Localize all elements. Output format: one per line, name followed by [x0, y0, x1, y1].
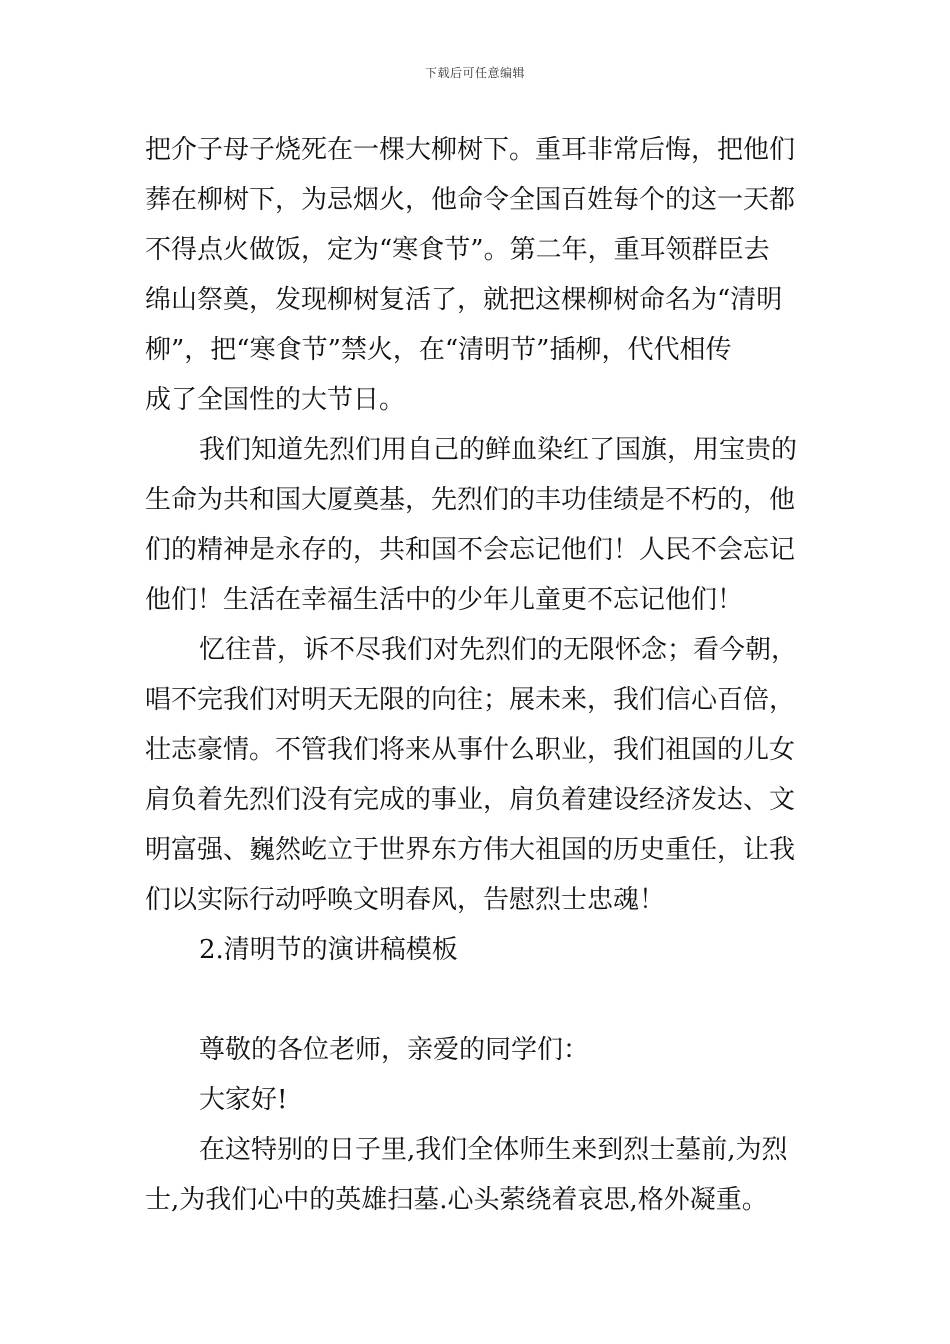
paragraph-start-line: 我们知道先烈们用自己的鲜血染红了国旗，用宝贵的	[199, 435, 798, 465]
page-header: 下载后可任意编辑	[424, 66, 525, 80]
text-line: 柳”，把“寒食节”禁火，在“清明节”插柳，代代相传	[145, 335, 732, 365]
text-line: 们以实际行动呼唤文明春风，告慰烈士忠魂！	[145, 885, 666, 915]
text-line: 唱不完我们对明天无限的向往；展未来，我们信心百倍，	[145, 685, 796, 715]
text-line: 他们！生活在幸福生活中的少年儿童更不忘记他们！	[145, 585, 744, 615]
text-line: 绵山祭奠，发现柳树复活了，就把这棵柳树命名为“清明	[145, 285, 783, 315]
document-body	[145, 125, 813, 1225]
text-line: 士,为我们心中的英雄扫墓.心头萦绕着哀思,格外凝重。	[145, 1185, 768, 1215]
salutation-line: 尊敬的各位老师，亲爱的同学们：	[199, 1035, 590, 1065]
text-line: 肩负着先烈们没有完成的事业，肩负着建设经济发达、文	[145, 785, 796, 815]
paragraph-start-line: 在这特别的日子里,我们全体师生来到烈士墓前,为烈	[199, 1135, 788, 1165]
text-line: 明富强、巍然屹立于世界东方伟大祖国的历史重任，让我	[145, 835, 796, 865]
paragraph-start-line: 忆往昔，诉不尽我们对先烈们的无限怀念；看今朝，	[199, 635, 798, 665]
text-line: 成了全国性的大节日。	[145, 385, 406, 415]
text-line: 们的精神是永存的，共和国不会忘记他们！人民不会忘记	[145, 535, 796, 565]
section-heading: 2.清明节的演讲稿模板	[199, 935, 458, 965]
blank-line	[145, 975, 813, 1025]
text-line: 不得点火做饭，定为“寒食节”。第二年，重耳领群臣去	[145, 235, 770, 265]
text-line: 葬在柳树下，为忌烟火，他命令全国百姓每个的这一天都	[145, 185, 796, 215]
text-line: 壮志豪情。不管我们将来从事什么职业，我们祖国的儿女	[145, 735, 796, 765]
greeting-line: 大家好!	[199, 1085, 288, 1115]
text-line: 生命为共和国大厦奠基，先烈们的丰功佳绩是不朽的，他	[145, 485, 796, 515]
text-line: 把介子母子烧死在一棵大柳树下。重耳非常后悔，把他们	[145, 135, 796, 165]
